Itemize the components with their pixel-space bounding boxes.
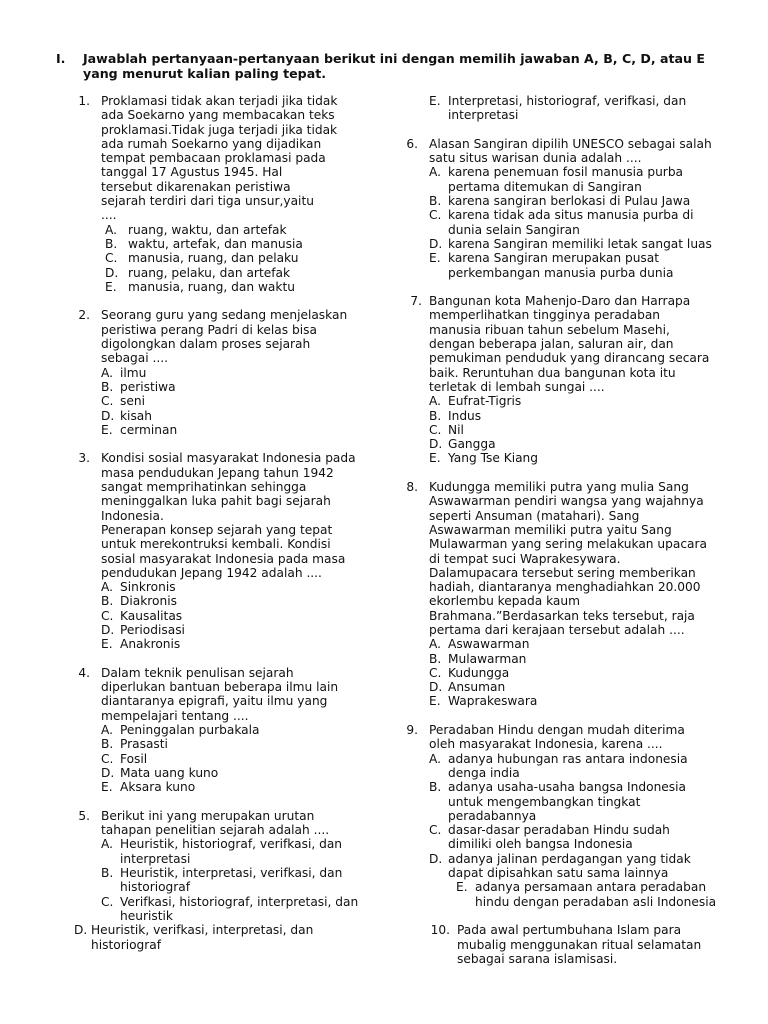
option-letter: C. [429, 208, 442, 223]
question-line: Kudungga memiliki putra yang mulia Sang [429, 480, 689, 495]
option-text: peristiwa [120, 379, 176, 394]
question-line: pendudukan Jepang 1942 adalah .... [101, 565, 322, 580]
question-line: Aswawarman pendiri wangsa yang wajahnya [429, 494, 704, 509]
answer-option[interactable] [101, 409, 390, 423]
option-text: manusia, ruang, dan pelaku [128, 251, 299, 266]
option-text: Sinkronis [120, 580, 176, 595]
option-letter: A. [429, 751, 441, 766]
option-text: Peninggalan purbakala [120, 723, 260, 738]
question-text [101, 451, 390, 580]
answer-option[interactable] [429, 394, 738, 408]
question-line: dengan beberapa jalan, saluran air, dan [429, 337, 674, 352]
option-text: pertama ditemukan di Sangiran [448, 179, 642, 194]
option-text: karena Sangiran merupakan pusat [448, 251, 660, 266]
question-line: Aswawarman memiliki putra yaitu Sang [429, 522, 672, 537]
option-text: Heuristik, interpretasi, verifkasi, dan [120, 866, 343, 881]
answer-option[interactable] [101, 423, 390, 437]
left-column [70, 94, 390, 952]
answer-option[interactable] [101, 837, 390, 866]
question-line: Dalam teknik penulisan sejarah [101, 665, 294, 680]
option-text: adanya jalinan perdagangan yang tidak [448, 851, 691, 866]
answer-option[interactable] [101, 594, 390, 608]
question-line: tersebut dikarenakan peristiwa [101, 179, 291, 194]
answer-option[interactable] [429, 694, 738, 708]
answer-option[interactable] [429, 852, 738, 881]
option-text: untuk mengembangkan tingkat [448, 794, 641, 809]
option-letter: A. [429, 637, 441, 652]
answer-option[interactable] [101, 723, 390, 737]
option-letter: D. [74, 923, 88, 938]
question-line: Seorang guru yang sedang menjelaskan [101, 308, 348, 323]
answer-option[interactable] [429, 437, 738, 451]
option-text: Verifkasi, historiograf, interpretasi, dan [120, 894, 359, 909]
option-letter: B. [105, 236, 118, 251]
option-text: waktu, artefak, dan manusia [128, 236, 303, 251]
section-number: I. [56, 51, 66, 66]
question-line: Peradaban Hindu dengan mudah diterima [429, 723, 685, 738]
question-line: mubalig menggunakan ritual selamatan [457, 937, 702, 952]
question-5 [70, 809, 390, 923]
option-letter: E. [429, 251, 441, 266]
option-text: seni [120, 394, 145, 409]
answer-option[interactable] [429, 237, 738, 251]
question-number: 9. [406, 723, 418, 738]
question-number: 4. [78, 665, 90, 680]
option-letter: A. [101, 580, 113, 595]
question-4 [70, 666, 390, 795]
option-text: heuristik [120, 908, 173, 923]
answer-option[interactable] [429, 451, 738, 465]
answer-option[interactable] [105, 251, 390, 265]
option-letter: D. [105, 265, 119, 280]
option-letter: A. [105, 222, 117, 237]
question-text [101, 308, 390, 365]
option-letter: D. [429, 236, 443, 251]
answer-option[interactable] [101, 366, 390, 380]
option-text: karena sangiran berlokasi di Pulau Jawa [448, 194, 691, 209]
option-text: Interpretasi, historiograf, verifkasi, dan [448, 94, 687, 108]
option-letter: D. [429, 680, 443, 695]
option-text: Kausalitas [120, 608, 183, 623]
option-letter: E. [101, 637, 113, 652]
question-9 [403, 723, 738, 909]
answer-option[interactable] [101, 380, 390, 394]
question-text [429, 723, 738, 752]
option-text: Ansuman [448, 680, 506, 695]
answer-option[interactable] [105, 223, 390, 237]
answer-option[interactable] [101, 766, 390, 780]
option-text: cerminan [120, 422, 178, 437]
option-text: karena penemuan fosil manusia purba [448, 165, 684, 180]
answer-option[interactable] [429, 194, 738, 208]
option-text: ilmu [120, 365, 147, 380]
question-2 [70, 308, 390, 437]
option-letter: C. [101, 394, 114, 409]
question-line: hadiah, diantaranya menghadiahkan 20.000 [429, 580, 701, 595]
option-text: karena tidak ada situs manusia purba di [448, 208, 694, 223]
option-letter: E. [101, 422, 113, 437]
question-number: 2. [78, 308, 90, 323]
question-line: masa pendudukan Jepang tahun 1942 [101, 465, 334, 480]
question-number: 8. [406, 480, 418, 495]
question-line: pertama dari kerajaan tersebut adalah .... [429, 622, 685, 637]
option-letter: D. [101, 622, 115, 637]
option-text: dapat dipisahkan satu sama lainnya [448, 866, 669, 881]
option-letter: E. [456, 880, 468, 895]
question-line: Penerapan konsep sejarah yang tepat [101, 522, 333, 537]
right-column [403, 94, 738, 966]
option-letter: E. [429, 94, 441, 108]
question-line: Bangunan kota Mahenjo-Daro dan Harrapa [429, 294, 691, 309]
answer-option[interactable] [429, 752, 738, 781]
option-text: Yang Tse Kiang [448, 451, 539, 466]
question-line: digolongkan dalam proses sejarah [101, 337, 311, 352]
option-letter: B. [429, 780, 442, 795]
question-text [429, 294, 738, 394]
question-line: tahapan penelitian sejarah adalah .... [101, 823, 330, 838]
option-letter: A. [101, 837, 113, 852]
option-letter: E. [429, 694, 441, 709]
option-text: ruang, pelaku, dan artefak [128, 265, 291, 280]
option-text: Indus [448, 408, 482, 423]
question-text [429, 480, 738, 637]
option-letter: A. [101, 723, 113, 738]
instruction-text: Jawablah pertanyaan-pertanyaan berikut ini dengan memilih jawaban A, B, C, D, atau E yang menurut kalian paling tepat. [83, 51, 705, 81]
question-line: Mulawarman yang sering melakukan upacara [429, 537, 707, 552]
question-line: peristiwa perang Padri di kelas bisa [101, 322, 317, 337]
option-letter: C. [429, 422, 442, 437]
option-text: Kudungga [448, 665, 510, 680]
question-line: meninggalkan luka pahit bagi sejarah [101, 494, 331, 509]
question-line: Dalamupacara tersebut sering memberikan [429, 565, 696, 580]
option-text: hindu dengan peradaban asli Indonesia [475, 894, 717, 909]
option-text: Eufrat-Tigris [448, 394, 522, 409]
answer-option[interactable] [101, 580, 390, 594]
question-line: sebagai sarana islamisasi. [457, 951, 618, 966]
question-line: ada rumah Soekarno yang dijadikan [101, 136, 322, 151]
option-text: kisah [120, 408, 152, 423]
option-text: interpretasi [448, 108, 519, 123]
question-line: sangat memprihatinkan sehingga [101, 480, 307, 495]
answer-option[interactable] [429, 251, 738, 280]
answer-option[interactable] [429, 823, 738, 852]
option-letter: C. [429, 665, 442, 680]
option-letter: D. [101, 765, 115, 780]
answer-option[interactable] [101, 780, 390, 794]
question-line: Pada awal pertumbuhana Islam para [457, 923, 682, 938]
option-letter: B. [429, 651, 442, 666]
answer-option[interactable] [429, 637, 738, 651]
answer-option[interactable] [429, 165, 738, 194]
question-line: manusia ribuan tahun sebelum Masehi, [429, 322, 670, 337]
question-line: terletak di lembah sungai .... [429, 379, 605, 394]
question-line: Indonesia. [101, 508, 164, 523]
option-text: Fosil [120, 751, 148, 766]
question-line: seperti Ansuman (matahari). Sang [429, 508, 640, 523]
option-text: Anakronis [120, 637, 181, 652]
answer-option[interactable] [429, 94, 738, 123]
answer-option[interactable] [456, 880, 738, 909]
option-letter: A. [429, 165, 441, 180]
question-number: 10. [430, 923, 450, 938]
question-line: di tempat suci Waprakesywara. [429, 551, 621, 566]
option-text: Periodisasi [120, 622, 185, 637]
question-line: oleh masyarakat Indonesia, karena .... [429, 737, 663, 752]
option-text: adanya hubungan ras antara indonesia [448, 751, 688, 766]
question-8 [403, 480, 738, 709]
answer-option[interactable] [105, 237, 390, 251]
option-text: peradabannya [448, 808, 537, 823]
answer-option[interactable] [101, 609, 390, 623]
question-6 [403, 137, 738, 280]
option-text: adanya persamaan antara peradaban [475, 880, 707, 895]
answer-option[interactable] [101, 394, 390, 408]
option-letter: C. [101, 751, 114, 766]
question-number: 3. [78, 451, 90, 466]
option-letter: B. [429, 194, 442, 209]
answer-option[interactable] [105, 266, 390, 280]
question-line: Alasan Sangiran dipilih UNESCO sebagai salah [429, 136, 712, 151]
question-line: ada Soekarno yang membacakan teks [101, 108, 335, 123]
option-letter: A. [429, 394, 441, 409]
answer-option[interactable] [101, 895, 390, 924]
question-line: baik. Reruntuhan dua bangunan kota itu [429, 365, 676, 380]
answer-option[interactable] [429, 780, 738, 823]
option-text: interpretasi [120, 851, 191, 866]
answer-option[interactable] [429, 409, 738, 423]
option-text: ruang, waktu, dan artefak [128, 222, 287, 237]
option-text: Aksara kuno [120, 780, 196, 795]
answer-option[interactable] [101, 866, 390, 895]
question-number: 7. [410, 294, 422, 309]
answer-option[interactable] [429, 423, 738, 437]
question-line: ekorlembu kepada kaum [429, 594, 580, 609]
question-text [101, 666, 390, 723]
option-letter: D. [429, 851, 443, 866]
answer-option[interactable] [429, 666, 738, 680]
option-letter: C. [101, 894, 114, 909]
option-text: Gangga [448, 437, 496, 452]
question-line: diantaranya epigrafi, yaitu ilmu yang [101, 694, 328, 709]
answer-option[interactable] [429, 680, 738, 694]
question-number: 5. [78, 808, 90, 823]
answer-option[interactable] [101, 737, 390, 751]
question-line: tempat pembacaan proklamasi pada [101, 151, 326, 166]
question-line: tanggal 17 Agustus 1945. Hal [101, 165, 283, 180]
option-letter: B. [101, 737, 114, 752]
option-text: Diakronis [120, 594, 177, 609]
question-10 [403, 923, 738, 966]
option-letter: D. [101, 408, 115, 423]
question-7 [403, 294, 738, 466]
question-line: sebagai .... [101, 351, 169, 366]
option-text: historiograf [120, 880, 191, 895]
question-line: satu situs warisan dunia adalah .... [429, 151, 642, 166]
question-line: sejarah terdiri dari tiga unsur,yaitu [101, 194, 314, 209]
option-text: dimiliki oleh bangsa Indonesia [448, 837, 633, 852]
question-text [101, 809, 390, 838]
option-letter: B. [101, 379, 114, 394]
question-line: Proklamasi tidak akan terjadi jika tidak [101, 94, 338, 108]
option-text: Mata uang kuno [120, 765, 219, 780]
answer-option[interactable] [101, 752, 390, 766]
question-line: Kondisi sosial masyarakat Indonesia pada [101, 451, 356, 466]
option-text: Waprakeswara [448, 694, 538, 709]
option-letter: C. [101, 608, 114, 623]
option-text: adanya usaha-usaha bangsa Indonesia [448, 780, 686, 795]
answer-option[interactable] [429, 652, 738, 666]
option-text: Heuristik, verifkasi, interpretasi, dan [91, 923, 314, 938]
option-text: manusia, ruang, dan waktu [128, 279, 295, 294]
question-line: untuk merekontruksi kembali. Kondisi [101, 537, 331, 552]
option-letter: B. [101, 594, 114, 609]
option-letter: C. [429, 823, 442, 838]
option-letter: E. [429, 451, 441, 466]
option-text: Mulawarman [448, 651, 527, 666]
question-text [457, 923, 738, 966]
option-text: perkembangan manusia purba dunia [448, 265, 674, 280]
option-text: Heuristik, historiograf, verifkasi, dan [120, 837, 343, 852]
option-letter: A. [101, 365, 113, 380]
option-text: karena Sangiran memiliki letak sangat luas [448, 236, 712, 251]
option-letter: D. [429, 437, 443, 452]
question-line: mempelajari tentang .... [101, 708, 249, 723]
question-number: 6. [406, 136, 418, 151]
option-letter: C. [105, 251, 118, 266]
option-letter: B. [101, 866, 114, 881]
answer-option[interactable] [101, 637, 390, 651]
option-text: Nil [448, 422, 464, 437]
option-text: denga india [448, 765, 520, 780]
question-line: sosial masyarakat Indonesia pada masa [101, 551, 346, 566]
option-text: historiograf [91, 937, 162, 952]
question-line: .... [101, 208, 117, 223]
question-number: 1. [78, 94, 90, 108]
question-line: Berikut ini yang merupakan urutan [101, 808, 315, 823]
answer-option[interactable] [429, 208, 738, 237]
question-1 [70, 94, 390, 294]
option-text: dunia selain Sangiran [448, 222, 580, 237]
question-text [101, 94, 390, 223]
answer-option[interactable] [101, 623, 390, 637]
question-line: pemukiman penduduk yang dirancang secara [429, 351, 710, 366]
option-text: Aswawarman [448, 637, 530, 652]
option-letter: E. [101, 780, 113, 795]
question-line: Brahmana.”Berdasarkan teks tersebut, raja [429, 608, 695, 623]
answer-option[interactable] [105, 280, 390, 294]
option-letter: E. [105, 279, 117, 294]
question-3 [70, 451, 390, 651]
option-letter: B. [429, 408, 442, 423]
question-line: proklamasi.Tidak juga terjadi jika tidak [101, 122, 338, 137]
answer-option[interactable] [74, 923, 390, 952]
option-text: Prasasti [120, 737, 168, 752]
question-line: memperlihatkan tingginya peradaban [429, 308, 661, 323]
option-text: dasar-dasar peradaban Hindu sudah [448, 823, 670, 838]
question-line: diperlukan bantuan beberapa ilmu lain [101, 680, 339, 695]
question-text [429, 137, 738, 166]
